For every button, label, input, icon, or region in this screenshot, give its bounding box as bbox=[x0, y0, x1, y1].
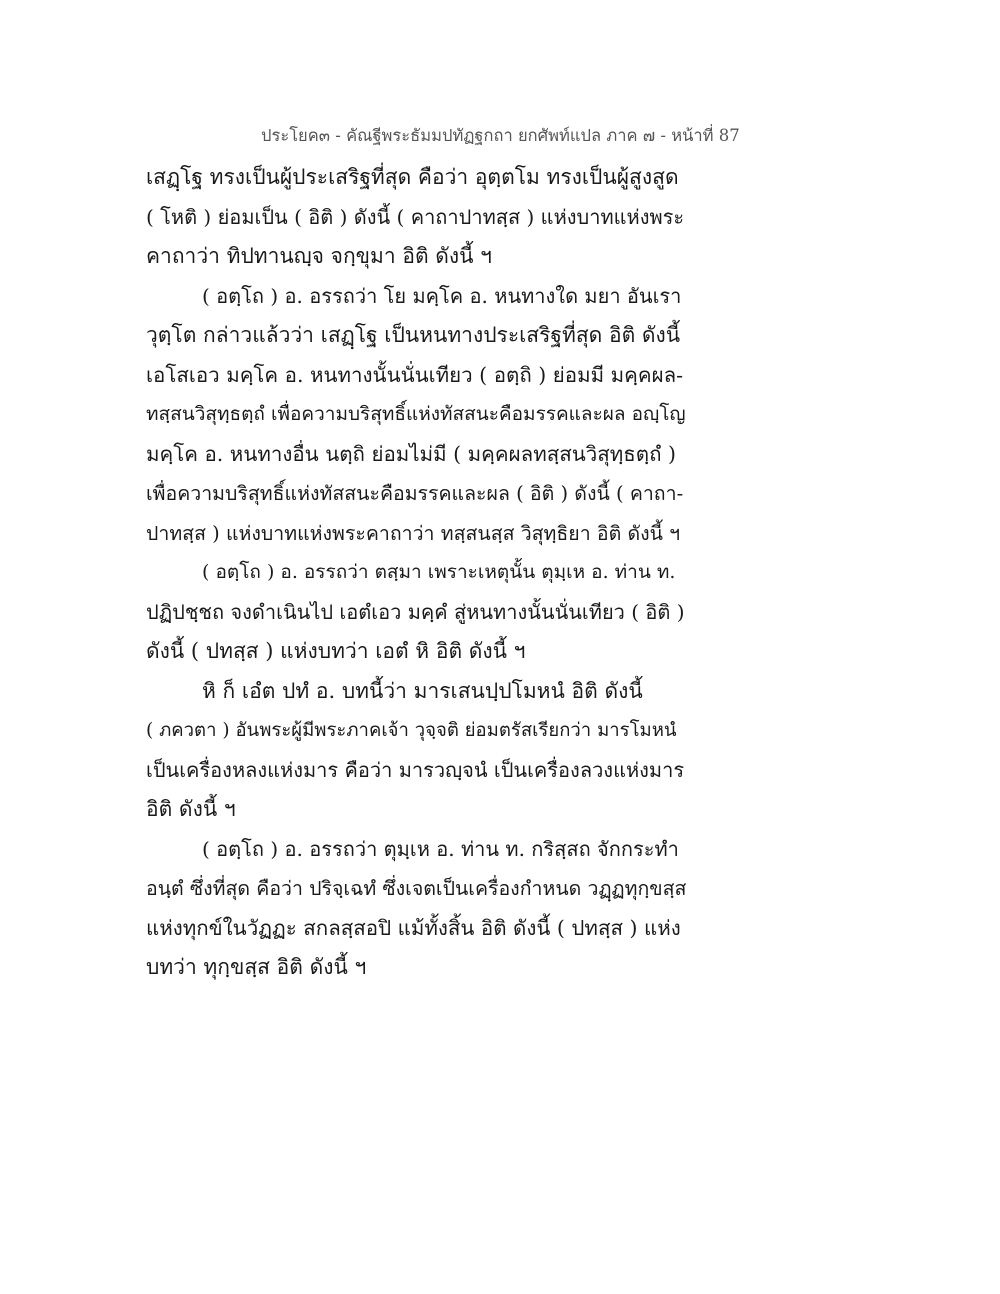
text-line: มคฺโค อ. หนทางอื่น นตฺถิ ย่อมไม่มี ( มคฺคผลทสฺสนวิสุทฺธตฺถํ ) bbox=[146, 441, 677, 466]
paragraph-start-line: ( อตฺโถ ) อ. อรรถว่า โย มคฺโค อ. หนทางใด มยา อันเรา bbox=[202, 283, 682, 308]
paragraph-start-line: ( อตฺโถ ) อ. อรรถว่า ตุมฺเห อ. ท่าน ท. กริสฺสถ จักกระทำ bbox=[202, 836, 679, 861]
text-line: อนฺตํ ซึ่งที่สุด คือว่า ปริจฺเฉทํ ซึ่งเจตเป็นเครื่องกำหนด วฏฺฏทุกฺขสฺส bbox=[146, 877, 687, 900]
text-line: ปฏิปชฺชถ จงดำเนินไป เอตํเอว มคฺคํ สู่หนทางนั้นนั่นเทียว ( อิติ ) bbox=[146, 599, 685, 624]
text-line: เพื่อความบริสุทธิ์แห่งทัสสนะคือมรรคและผล ( อิติ ) ดังนี้ ( คาถา- bbox=[146, 482, 684, 505]
text-line: แห่งทุกข์ในวัฏฏะ สกลสฺสอปิ แม้ทั้งสิ้น อิติ ดังนี้ ( ปทสฺส ) แห่ง bbox=[146, 915, 681, 940]
text-line: ดังนี้ ( ปทสฺส ) แห่งบทว่า เอตํ หิ อิติ ดังนี้ ฯ bbox=[146, 639, 526, 663]
paragraph-start-line: หิ ก็ เอํต ปทํ อ. บทนี้ว่า มารเสนปฺปโมหนํ อิติ ดังนี้ bbox=[202, 678, 643, 703]
text-line: เสฏฺโฐ ทรงเป็นผู้ประเสริฐที่สุด คือว่า อุตฺตโม ทรงเป็นผู้สูงสูด bbox=[146, 165, 679, 189]
page-body bbox=[146, 158, 686, 988]
text-line: บทว่า ทุกฺขสฺส อิติ ดังนี้ ฯ bbox=[146, 955, 367, 979]
text-line: เอโสเอว มคฺโค อ. หนทางนั้นนั่นเทียว ( อตฺถิ ) ย่อมมี มคฺคผล- bbox=[146, 362, 684, 387]
text-line: คาถาว่า ทิปทานญฺจ จกฺขุมา อิติ ดังนี้ ฯ bbox=[146, 244, 492, 268]
text-line: ทสฺสนวิสุทฺธตฺถํ เพื่อความบริสุทธิ์แห่งทัสสนะคือมรรคและผล อญฺโญ bbox=[146, 403, 686, 425]
running-header: ประโยค๓ - คัณฐีพระธัมมปทัฏฐกถา ยกศัพท์แปล ภาค ๗ - หน้าที่ 87 bbox=[261, 126, 740, 145]
text-line: ปาทสฺส ) แห่งบาทแห่งพระคาถาว่า ทสฺสนสฺส วิสุทฺธิยา อิติ ดังนี้ ฯ bbox=[146, 521, 681, 545]
text-line: เป็นเครื่องหลงแห่งมาร คือว่า มารวญฺจนํ เป็นเครื่องลวงแห่งมาร bbox=[146, 757, 685, 782]
text-line: ( ภควตา ) อันพระผู้มีพระภาคเจ้า วุจฺจติ ย่อมตรัสเรียกว่า มารโมหนํ bbox=[146, 720, 677, 741]
text-line: อิติ ดังนี้ ฯ bbox=[146, 797, 236, 821]
paragraph-start-line: ( อตฺโถ ) อ. อรรถว่า ตสฺมา เพราะเหตุนั้น ตุมฺเห อ. ท่าน ท. bbox=[202, 561, 676, 583]
text-line: วุตฺโต กล่าวแล้วว่า เสฏฺโฐ เป็นหนทางประเสริฐที่สุด อิติ ดังนี้ bbox=[146, 323, 681, 347]
text-line: ( โหติ ) ย่อมเป็น ( อิติ ) ดังนี้ ( คาถาปาทสฺส ) แห่งบาทแห่งพระ bbox=[146, 204, 685, 229]
